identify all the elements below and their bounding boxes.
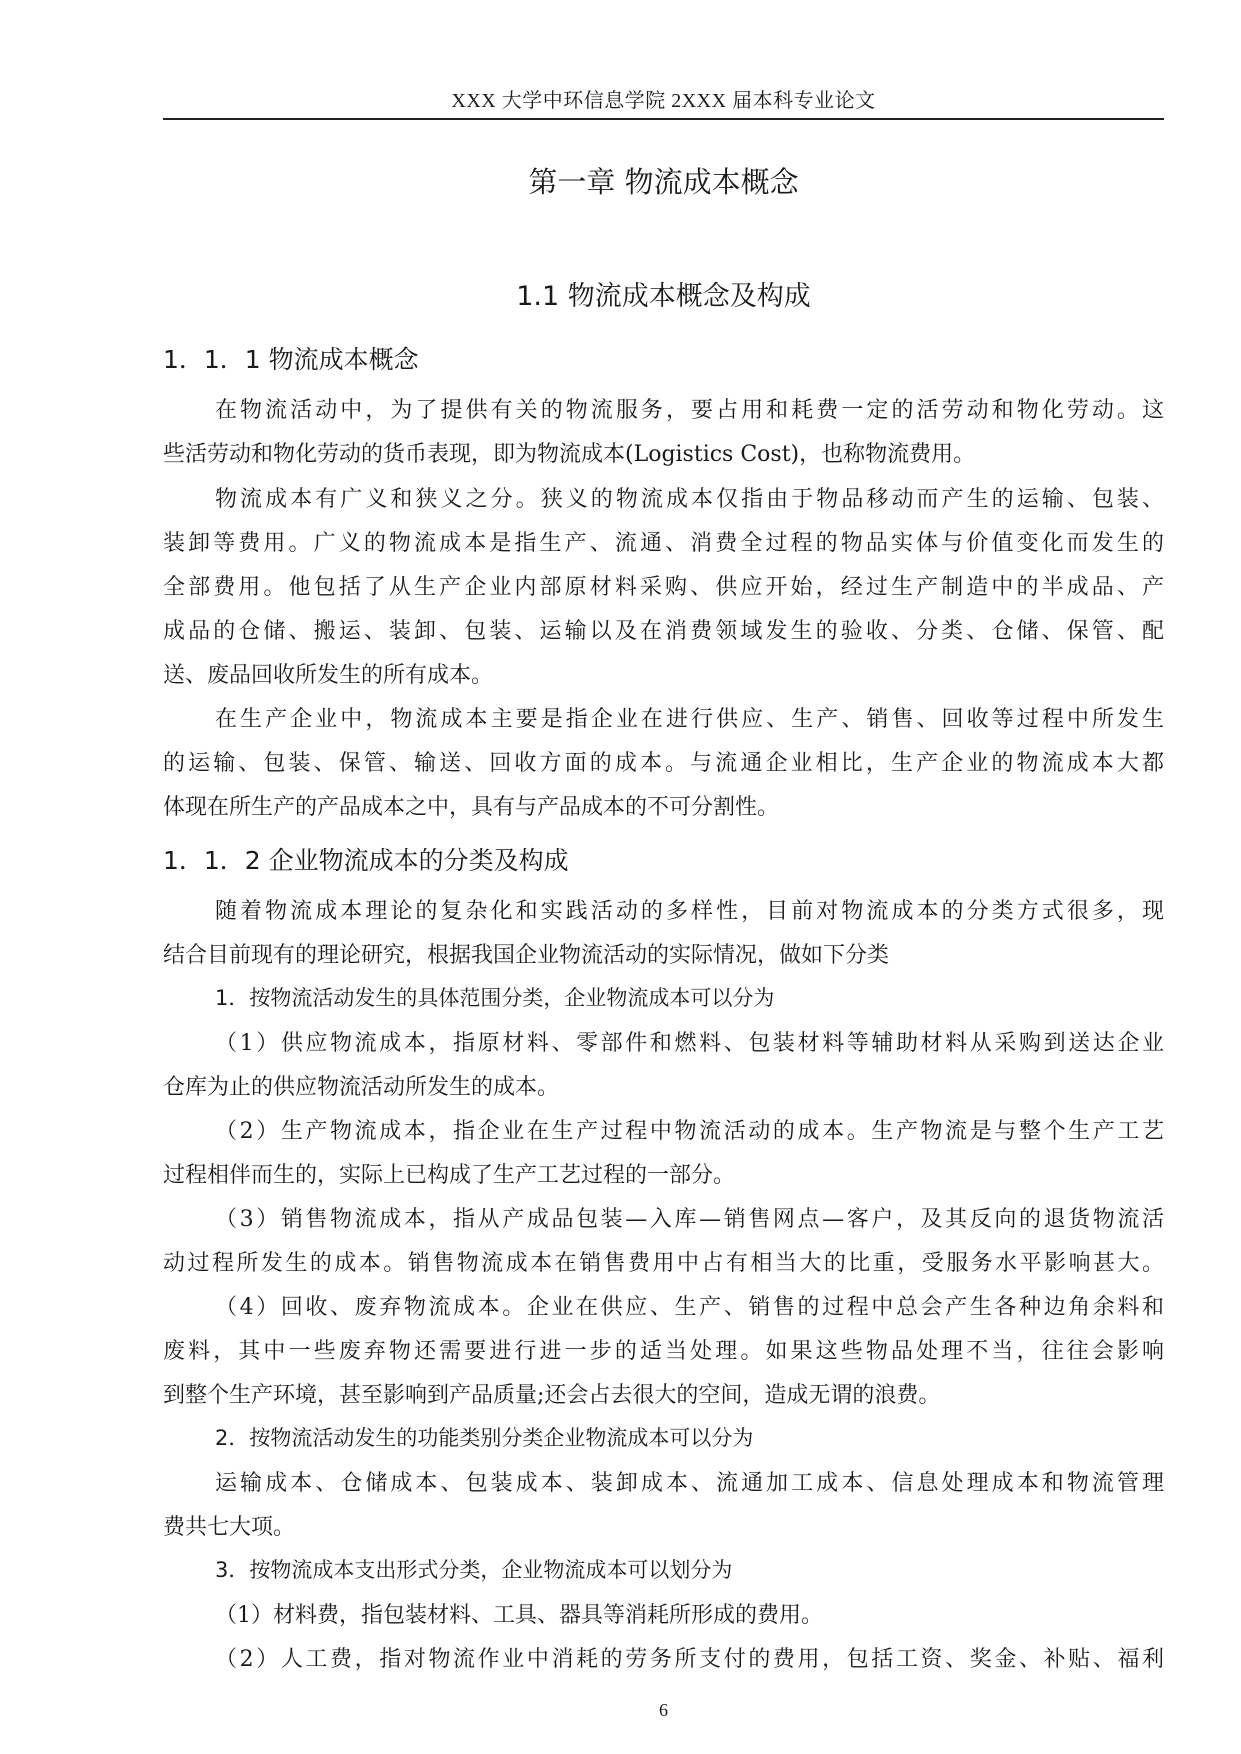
- paragraph-line: 过程相伴而生的，实际上已构成了生产工艺过程的一部分。: [163, 1163, 736, 1188]
- section-title: 1.1 物流成本概念及构成: [516, 281, 811, 312]
- paragraph-line: （2）生产物流成本，指企业在生产过程中物流活动的成本。生产物流是与整个生产工艺: [215, 1119, 1164, 1144]
- paragraph-line: 的运输、包装、保管、输送、回收方面的成本。与流通企业相比，生产企业的物流成本大都: [163, 751, 1164, 776]
- running-header: XXX 大学中环信息学院 2XXX 届本科专业论文: [451, 90, 876, 112]
- subsection-title-1-1-1: 1．1．1 物流成本概念: [163, 345, 419, 374]
- chapter-title: 第一章 物流成本概念: [528, 165, 799, 199]
- paragraph-line: （3）销售物流成本，指从产成品包装—入库—销售网点—客户，及其反向的退货物流活: [215, 1207, 1164, 1232]
- paragraph-line: 体现在所生产的产品成本之中，具有与产品成本的不可分割性。: [163, 795, 780, 820]
- paragraph-line: 结合目前现有的理论研究，根据我国企业物流活动的实际情况，做如下分类: [163, 943, 890, 968]
- paragraph-line: 动过程所发生的成本。销售物流成本在销售费用中占有相当大的比重，受服务水平影响甚大。: [163, 1251, 1164, 1276]
- paragraph-line: 费共七大项。: [163, 1515, 296, 1540]
- paragraph-line: 仓库为止的供应物流活动所发生的成本。: [163, 1075, 560, 1100]
- paragraph-line: 到整个生产环境，甚至影响到产品质量;还会占去很大的空间，造成无谓的浪费。: [163, 1383, 941, 1408]
- paragraph-line: 全部费用。他包括了从生产企业内部原材料采购、供应开始，经过生产制造中的半成品、产: [163, 575, 1164, 600]
- paragraph-line: 在物流活动中，为了提供有关的物流服务，要占用和耗费一定的活劳动和物化劳动。这: [215, 398, 1164, 423]
- paragraph-line: 运输成本、仓储成本、包装成本、装卸成本、流通加工成本、信息处理成本和物流管理: [215, 1471, 1164, 1496]
- paragraph-line: （1）材料费，指包装材料、工具、器具等消耗所形成的费用。: [215, 1603, 823, 1628]
- page-number: 6: [659, 1700, 668, 1720]
- paragraph-line: （2）人工费，指对物流作业中消耗的劳务所支付的费用，包括工资、奖金、补贴、福利: [215, 1647, 1164, 1672]
- paragraph-line: 物流成本有广义和狭义之分。狭义的物流成本仅指由于物品移动而产生的运输、包装、: [215, 487, 1164, 512]
- paragraph-line: （1）供应物流成本，指原材料、零部件和燃料、包装材料等辅助材料从采购到送达企业: [215, 1031, 1164, 1056]
- paragraph-line: 成品的仓储、搬运、装卸、包装、运输以及在消费领域发生的验收、分类、仓储、保管、配: [163, 619, 1164, 644]
- list-heading: 3．按物流成本支出形式分类，企业物流成本可以划分为: [215, 1558, 733, 1582]
- paragraph-line: 送、废品回收所发生的所有成本。: [163, 663, 494, 688]
- paragraph-line: 在生产企业中，物流成本主要是指企业在进行供应、生产、销售、回收等过程中所发生: [215, 707, 1164, 732]
- list-heading: 2．按物流活动发生的功能类别分类企业物流成本可以分为: [215, 1426, 754, 1450]
- subsection-title-1-1-2: 1．1．2 企业物流成本的分类及构成: [163, 846, 569, 875]
- header-rule: [163, 118, 1164, 120]
- paragraph-line: （4）回收、废弃物流成本。企业在供应、生产、销售的过程中总会产生各种边角余料和: [215, 1295, 1164, 1320]
- paragraph-line: 废料，其中一些废弃物还需要进行进一步的适当处理。如果这些物品处理不当，往往会影响: [163, 1339, 1164, 1364]
- list-heading: 1．按物流活动发生的具体范围分类，企业物流成本可以分为: [215, 986, 775, 1010]
- paragraph-line: 些活劳动和物化劳动的货币表现，即为物流成本(Logistics Cost)，也称物流费用。: [163, 442, 976, 467]
- paragraph-line: 装卸等费用。广义的物流成本是指生产、流通、消费全过程的物品实体与价值变化而发生的: [163, 531, 1164, 556]
- paragraph-line: 随着物流成本理论的复杂化和实践活动的多样性，目前对物流成本的分类方式很多，现: [215, 899, 1164, 924]
